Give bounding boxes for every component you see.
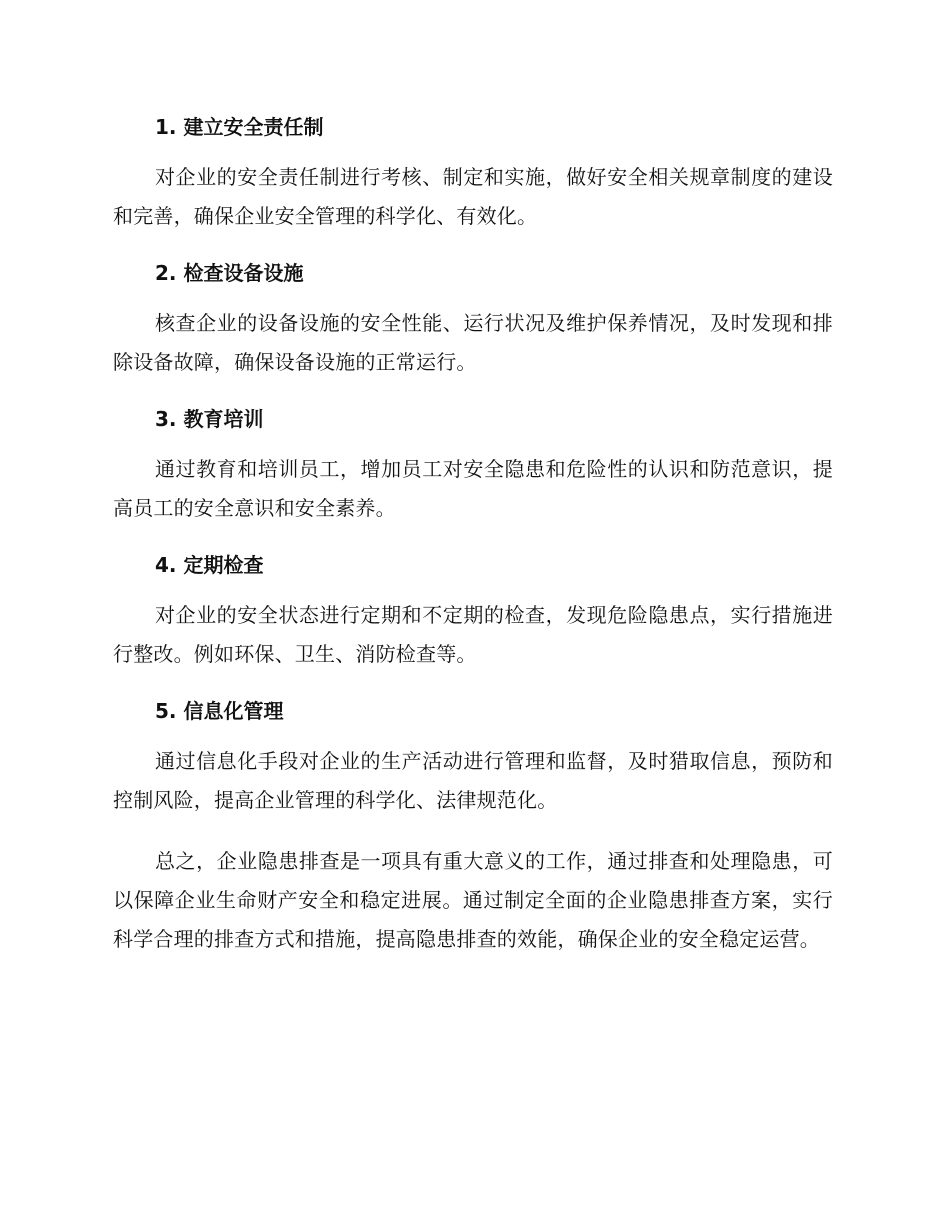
summary-paragraph: 总之，企业隐患排查是一项具有重大意义的工作，通过排查和处理隐患，可以保障企业生命财产安全和稳定进展。通过制定全面的企业隐患排查方案，实行科学合理的排查方式和措施，提高隐患排查的效能，确保企业的安全稳定运营。 [113, 849, 833, 951]
section-paragraph: 对企业的安全状态进行定期和不定期的检查，发现危险隐患点，实行措施进行整改。例如环保、卫生、消防检查等。 [113, 603, 833, 666]
section-heading: 2. 检查设备设施 [155, 261, 304, 285]
section-heading: 5. 信息化管理 [155, 699, 284, 723]
section-heading: 3. 教育培训 [155, 407, 264, 431]
section-heading: 1. 建立安全责任制 [155, 115, 324, 139]
section-heading: 4. 定期检查 [155, 553, 264, 577]
section-paragraph: 通过信息化手段对企业的生产活动进行管理和监督，及时猎取信息，预防和控制风险，提高企业管理的科学化、法律规范化。 [113, 749, 833, 812]
section-1 [113, 112, 833, 236]
section-4 [113, 550, 833, 674]
document-content [113, 112, 833, 981]
section-2 [113, 258, 833, 382]
section-paragraph: 核查企业的设备设施的安全性能、运行状况及维护保养情况，及时发现和排除设备故障，确保设备设施的正常运行。 [113, 311, 833, 374]
section-5 [113, 696, 833, 820]
section-paragraph: 对企业的安全责任制进行考核、制定和实施，做好安全相关规章制度的建设和完善，确保企业安全管理的科学化、有效化。 [113, 165, 833, 228]
section-paragraph: 通过教育和培训员工，增加员工对安全隐患和危险性的认识和防范意识，提高员工的安全意识和安全素养。 [113, 457, 833, 520]
section-3 [113, 404, 833, 528]
